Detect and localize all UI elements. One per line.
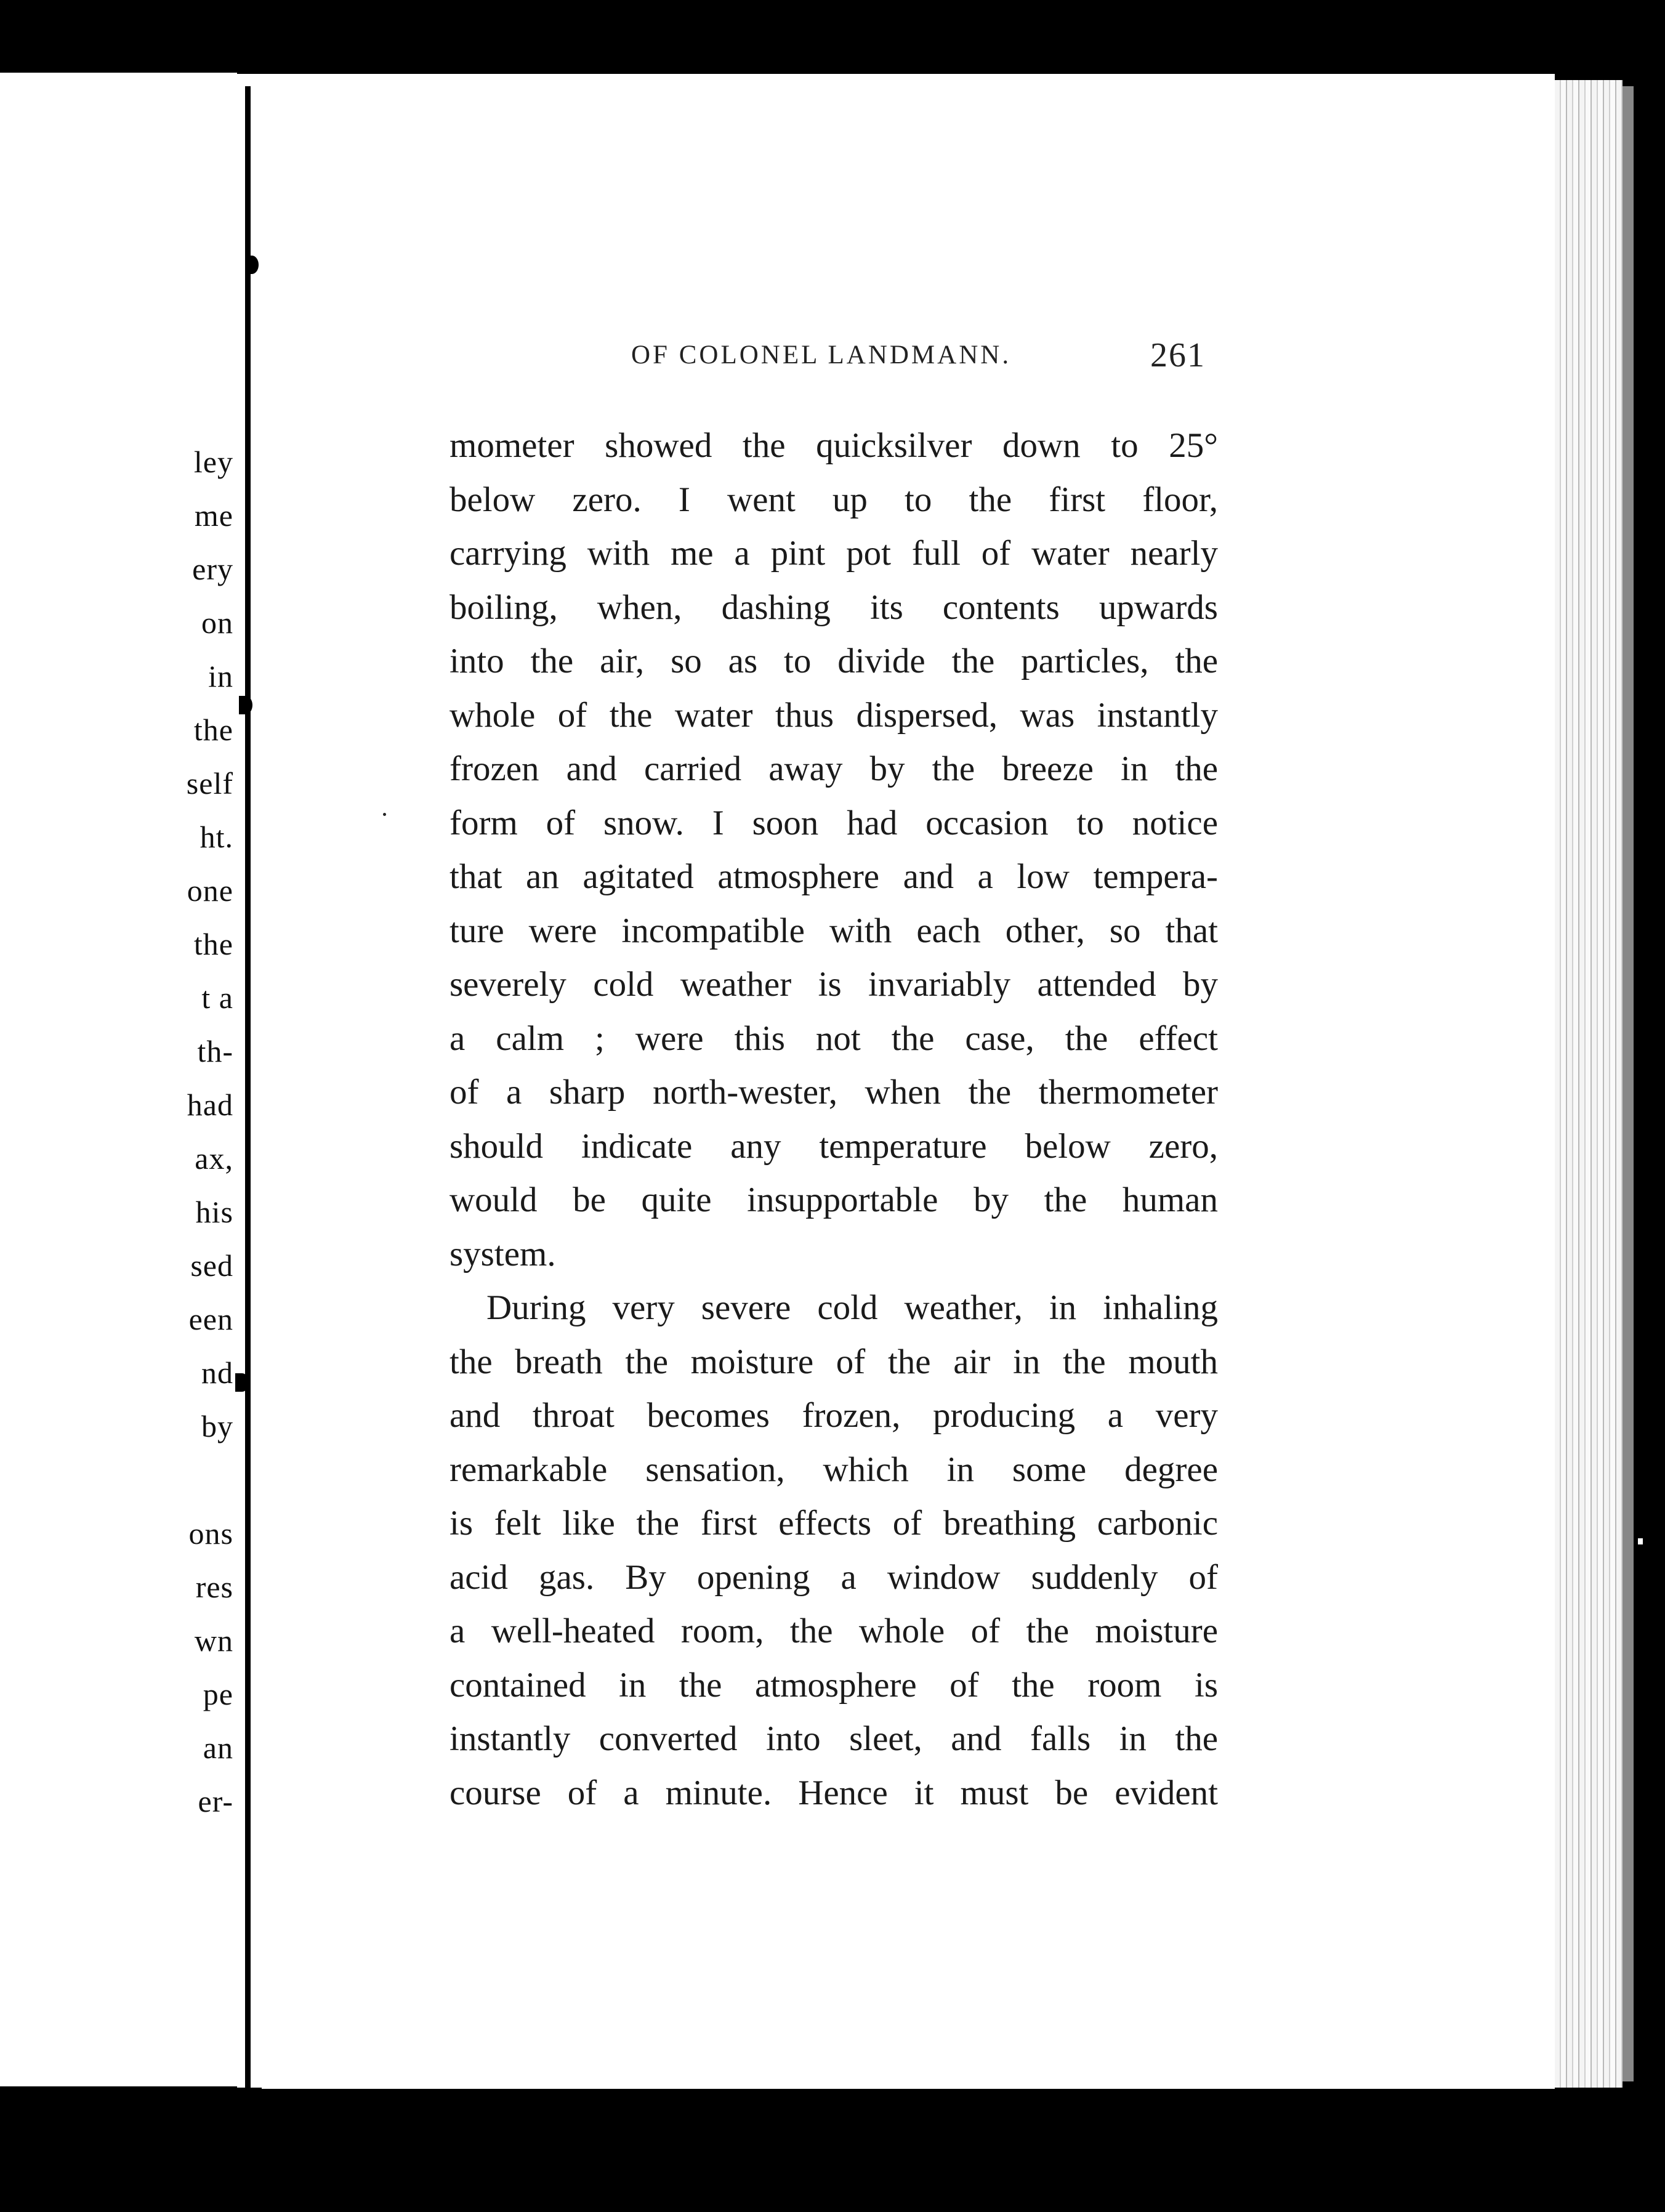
left-fragment: t a	[201, 980, 233, 1015]
text-line: contained in the atmosphere of the room is	[450, 1665, 1218, 1705]
text-line: severely cold weather is invariably attended by	[450, 965, 1218, 1004]
text-line: form of snow. I soon had occasion to notice	[450, 803, 1218, 842]
left-fragment: res	[195, 1570, 233, 1604]
binding-mark	[239, 696, 252, 714]
left-fragment: on	[201, 605, 233, 640]
left-fragment: ons	[188, 1516, 233, 1551]
left-fragment: by	[201, 1409, 233, 1443]
left-fragment: the	[193, 712, 233, 747]
text-line: frozen and carried away by the breeze in the	[450, 749, 1218, 788]
left-fragment: pe	[203, 1677, 233, 1711]
text-line: of a sharp north-wester, when the thermometer	[450, 1073, 1218, 1112]
left-fragment: ax,	[195, 1141, 233, 1176]
text-line: ture were incompatible with each other, so that	[450, 911, 1218, 950]
text-line: the breath the moisture of the air in the mouth	[450, 1342, 1218, 1381]
text-line: boiling, when, dashing its contents upwards	[450, 587, 1218, 627]
left-fragment: an	[203, 1730, 233, 1765]
left-fragment: er-	[198, 1784, 233, 1818]
left-fragment: in	[208, 659, 233, 693]
left-fragment: me	[194, 498, 233, 533]
paragraph-end-line: system.	[450, 1234, 556, 1274]
text-line: instantly converted into sleet, and falls in the	[450, 1719, 1218, 1758]
left-fragment: one	[187, 873, 233, 908]
page-edges	[1555, 80, 1623, 2088]
left-fragment: ht.	[200, 820, 233, 854]
text-line: remarkable sensation, which in some degree	[450, 1450, 1218, 1489]
binding-mark	[235, 1373, 249, 1392]
binding-mark	[245, 256, 259, 274]
edge-speck	[1638, 1538, 1643, 1544]
left-fragment: th-	[197, 1034, 233, 1068]
left-fragment: self	[186, 766, 233, 801]
text-line: course of a minute. Hence it must be evident	[450, 1773, 1218, 1812]
text-line: acid gas. By opening a window suddenly of	[450, 1557, 1218, 1597]
paragraph-start-line: During very severe cold weather, in inhaling	[486, 1288, 1218, 1327]
spine-shadow	[245, 86, 251, 2088]
page-edge-shadow	[1623, 86, 1634, 2081]
left-fragment: ley	[193, 445, 233, 479]
left-fragment: wn	[194, 1623, 233, 1658]
left-fragment: his	[195, 1195, 233, 1229]
left-fragment: een	[188, 1302, 233, 1336]
text-line: carrying with me a pint pot full of water nearly	[450, 534, 1218, 573]
text-line: and throat becomes frozen, producing a very	[450, 1396, 1218, 1435]
left-fragment: had	[187, 1088, 233, 1122]
left-fragment: the	[193, 927, 233, 961]
left-fragment: sed	[190, 1248, 233, 1283]
running-head: OF COLONEL LANDMANN.	[631, 341, 1012, 369]
text-line: that an agitated atmosphere and a low tempera-	[450, 857, 1218, 896]
text-line: should indicate any temperature below zero,	[450, 1126, 1218, 1166]
left-fragment: ery	[192, 552, 233, 586]
text-line: mometer showed the quicksilver down to 25°	[450, 426, 1218, 465]
text-line: a calm ; were this not the case, the effect	[450, 1019, 1218, 1058]
text-line: is felt like the first effects of breathing carbonic	[450, 1504, 1218, 1543]
text-line: whole of the water thus dispersed, was instantly	[450, 695, 1218, 735]
page-number: 261	[1150, 336, 1206, 374]
text-line: below zero. I went up to the first floor,	[450, 480, 1218, 519]
body-text	[450, 419, 1218, 1820]
facing-page-fragment	[0, 73, 237, 2086]
left-fragment: nd	[201, 1355, 233, 1390]
print-speck	[383, 813, 386, 816]
text-line: would be quite insupportable by the human	[450, 1181, 1218, 1219]
text-line: into the air, so as to divide the particles, the	[450, 642, 1218, 680]
text-line: a well-heated room, the whole of the moisture	[450, 1612, 1218, 1650]
